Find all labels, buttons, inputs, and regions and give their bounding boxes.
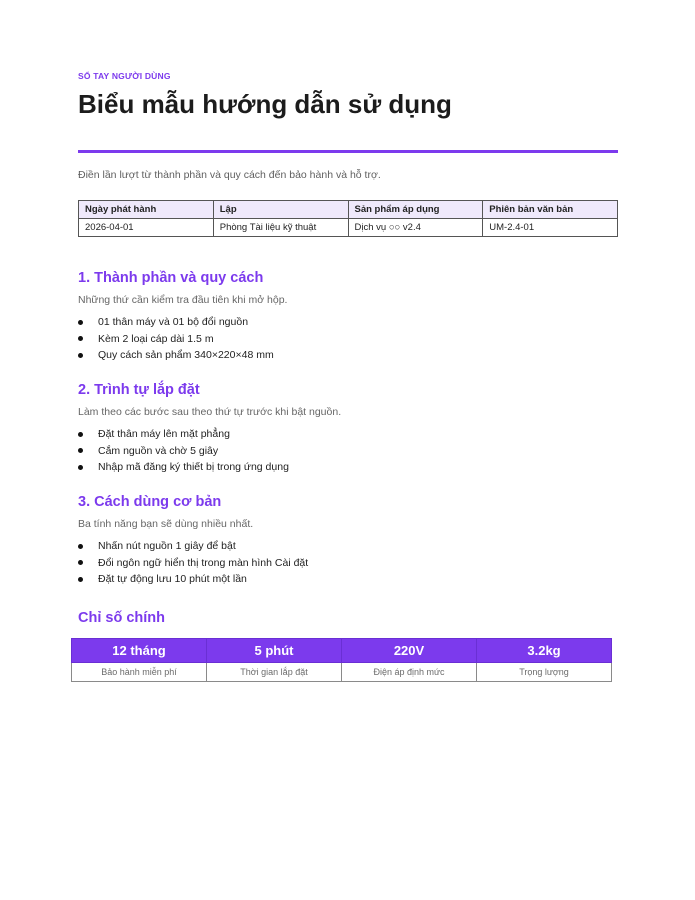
info-header-release-date: Ngày phát hành — [79, 201, 214, 219]
metrics-labels-row — [72, 663, 612, 682]
list-item: 01 thân máy và 01 bộ đổi nguồn — [78, 316, 618, 333]
info-product: Dịch vụ ○○ v2.4 — [348, 219, 483, 237]
section-description: Làm theo các bước sau theo thứ tự trước khi bật nguồn. — [78, 406, 342, 418]
bullet-icon — [78, 577, 83, 582]
bullet-icon — [78, 432, 83, 437]
metric-install-time-label: Thời gian lắp đặt — [207, 663, 342, 682]
section-list — [78, 428, 618, 478]
section-description: Ba tính năng bạn sẽ dùng nhiều nhất. — [78, 518, 254, 530]
section-components — [78, 270, 618, 366]
metric-warranty-value: 12 tháng — [72, 639, 207, 663]
section-title: 1. Thành phần và quy cách — [78, 270, 264, 286]
document-kicker: SỔ TAY NGƯỜI DÙNG — [78, 71, 171, 81]
list-item: Quy cách sản phẩm 340×220×48 mm — [78, 349, 618, 366]
list-item: Nhấn nút nguồn 1 giây để bật — [78, 540, 618, 557]
info-author: Phòng Tài liệu kỹ thuật — [213, 219, 348, 237]
list-item: Đặt thân máy lên mặt phẳng — [78, 428, 618, 445]
list-item: Đổi ngôn ngữ hiển thị trong màn hình Cài đặt — [78, 557, 618, 574]
bullet-icon — [78, 336, 83, 341]
list-item: Nhập mã đăng ký thiết bị trong ứng dụng — [78, 461, 618, 478]
info-release-date: 2026-04-01 — [79, 219, 214, 237]
info-table-row — [79, 219, 618, 237]
metric-voltage-label: Điện áp định mức — [342, 663, 477, 682]
bullet-icon — [78, 544, 83, 549]
metric-warranty-label: Bảo hành miễn phí — [72, 663, 207, 682]
metrics-values-row — [72, 639, 612, 663]
intro-text: Điền lần lượt từ thành phần và quy cách đến bảo hành và hỗ trợ. — [78, 169, 381, 181]
section-list — [78, 540, 618, 590]
info-table-header-row — [79, 201, 618, 219]
info-header-product: Sản phẩm áp dụng — [348, 201, 483, 219]
bullet-icon — [78, 465, 83, 470]
info-header-author: Lập — [213, 201, 348, 219]
metric-voltage-value: 220V — [342, 639, 477, 663]
key-metrics-title: Chỉ số chính — [78, 610, 165, 626]
section-basic-usage — [78, 494, 618, 590]
title-divider — [78, 150, 618, 153]
document-title: Biểu mẫu hướng dẫn sử dụng — [78, 89, 452, 119]
metric-weight-value: 3.2kg — [477, 639, 612, 663]
metric-weight-label: Trọng lượng — [477, 663, 612, 682]
section-description: Những thứ cần kiểm tra đầu tiên khi mở hộp. — [78, 294, 288, 306]
document-info-table — [78, 200, 618, 237]
section-list — [78, 316, 618, 366]
bullet-icon — [78, 353, 83, 358]
info-header-version: Phiên bản văn bản — [483, 201, 618, 219]
list-item: Kèm 2 loại cáp dài 1.5 m — [78, 333, 618, 350]
info-version: UM-2.4-01 — [483, 219, 618, 237]
section-title: 3. Cách dùng cơ bản — [78, 494, 222, 510]
bullet-icon — [78, 320, 83, 325]
bullet-icon — [78, 448, 83, 453]
list-item: Đặt tự động lưu 10 phút một lần — [78, 573, 618, 590]
metric-install-time-value: 5 phút — [207, 639, 342, 663]
list-item: Cắm nguồn và chờ 5 giây — [78, 445, 618, 462]
section-title: 2. Trình tự lắp đặt — [78, 382, 200, 398]
section-installation — [78, 382, 618, 478]
key-metrics-table — [71, 638, 612, 682]
bullet-icon — [78, 560, 83, 565]
